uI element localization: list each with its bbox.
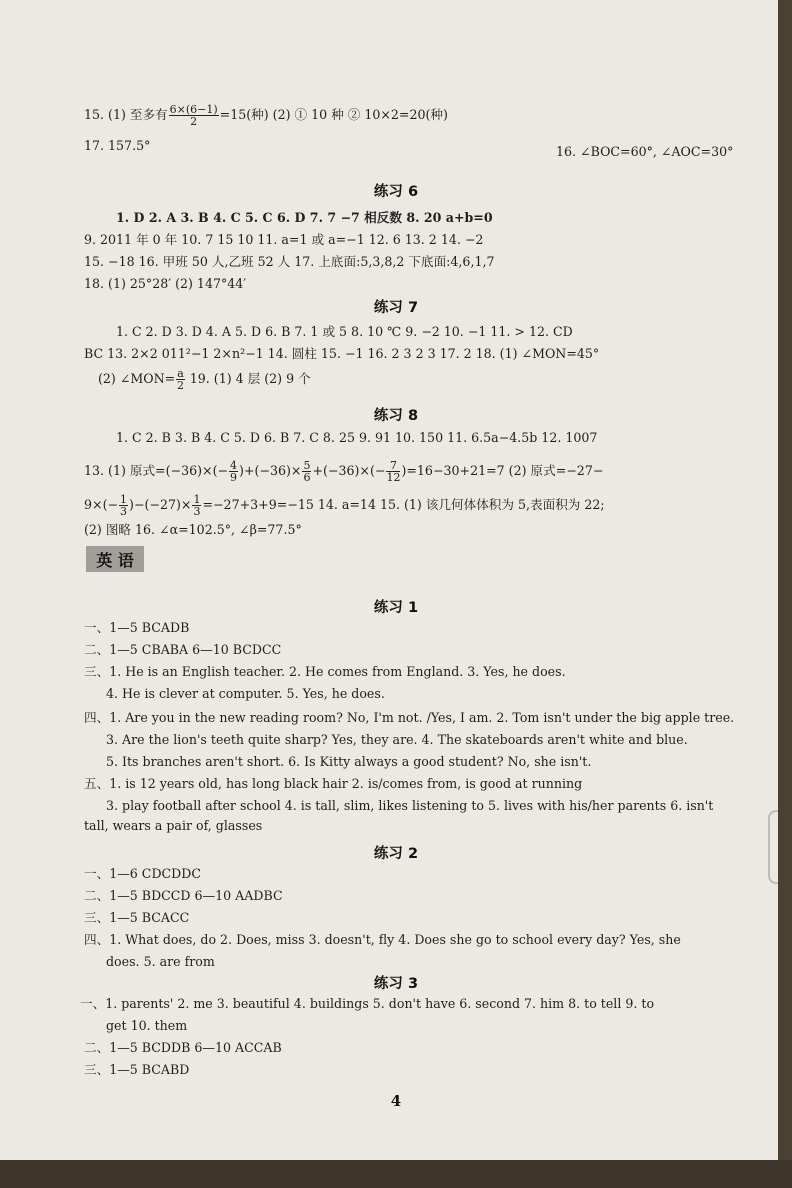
en1-line: 3. Are the lion's teeth quite sharp? Yes, they are. 4. The skateboards aren't white and blue.	[106, 732, 688, 747]
ex6-line-1: 1. D 2. A 3. B 4. C 5. C 6. D 7. 7 −7 相反数 8. 20 a+b=0	[116, 210, 493, 225]
en2-line: 三、1—5 BCACC	[84, 910, 190, 925]
english-section-label: 英 语	[86, 546, 144, 572]
fraction: $\frac{6\times(6-1)}{2}$	[169, 103, 218, 128]
en2-line: 四、1. What does, do 2. Does, miss 3. doesn't, fly 4. Does she go to school every day? Yes, she	[84, 932, 681, 947]
english-exercise-1-title: 练习 1	[373, 600, 419, 616]
ex8-line-3: 9×(− $\frac{1}{3}$ )−(−27)× $\frac{1}{3}$ =−27+3+9=−15 14. a=14 15. (1) 该几何体体积为 5,表面积为 22;	[84, 493, 605, 518]
en1-line: tall, wears a pair of, glasses	[84, 818, 263, 833]
en3-line: get 10. them	[106, 1018, 188, 1033]
ex8-line-1: 1. C 2. B 3. B 4. C 5. D 6. B 7. C 8. 25 9. 91 10. 150 11. 6.5a−4.5b 12. 1007	[116, 430, 598, 445]
ex7-line-3: (2) ∠MON= $\frac{a}{2}$ 19. (1) 4 层 (2) 9 个	[98, 367, 311, 392]
ex6-line-3: 15. −18 16. 甲班 50 人,乙班 52 人 17. 上底面:5,3,8,2 下底面:4,6,1,7	[84, 254, 495, 269]
en1-line: 3. play football after school 4. is tall, slim, likes listening to 5. lives with his/her parents 6. isn't	[106, 798, 714, 813]
fraction: $\frac{5}{6}$	[303, 459, 311, 484]
en2-line: 二、1—5 BDCCD 6—10 AADBC	[84, 888, 283, 903]
en2-line: 一、1—6 CDCDDC	[84, 866, 202, 881]
en1-line: 一、1—5 BCADB	[84, 620, 190, 635]
ex6-line-4: 18. (1) 25°28′ (2) 147°44′	[84, 276, 247, 291]
page-number: 4	[390, 1092, 402, 1110]
math-q15: 15. (1) 至多有 $\frac{6\times(6-1)}{2}$ =15(种) (2) ① 10 种 ② 10×2=20(种)	[84, 103, 448, 128]
english-exercise-2-title: 练习 2	[373, 846, 419, 862]
ex7-line-1: 1. C 2. D 3. D 4. A 5. D 6. B 7. 1 或 5 8. 10 ℃ 9. −2 10. −1 11. > 12. CD	[116, 324, 573, 339]
en3-line: 三、1—5 BCABD	[84, 1062, 190, 1077]
exercise-7-title: 练习 7	[373, 300, 419, 316]
page-edge	[778, 0, 792, 1188]
en1-line: 五、1. is 12 years old, has long black hair 2. is/comes from, is good at running	[84, 776, 583, 791]
exercise-6-title: 练习 6	[373, 184, 419, 200]
en1-line: 四、1. Are you in the new reading room? No, I'm not. /Yes, I am. 2. Tom isn't under the big apple tree.	[84, 710, 735, 725]
ex8-line-2: 13. (1) 原式=(−36)×(− $\frac{4}{9}$ )+(−36)× $\frac{5}{6}$ +(−36)×(− $\frac{7}{12}$ )=16−30+21=7 (2) 原式=−27−	[84, 459, 604, 484]
english-exercise-3-title: 练习 3	[373, 976, 419, 992]
en1-line: 5. Its branches aren't short. 6. Is Kitty always a good student? No, she isn't.	[106, 754, 592, 769]
en3-line: 一、1. parents' 2. me 3. beautiful 4. buildings 5. don't have 6. second 7. him 8. to tell 9. to	[80, 996, 655, 1011]
en2-line: does. 5. are from	[106, 954, 215, 969]
fraction: $\frac{a}{2}$	[176, 367, 184, 392]
table-surface	[0, 1160, 792, 1188]
fraction: $\frac{1}{3}$	[193, 493, 201, 518]
math-q17: 17. 157.5°	[84, 138, 151, 153]
fraction: $\frac{1}{3}$	[120, 493, 128, 518]
ex7-line-2: BC 13. 2×2 011²−1 2×n²−1 14. 圆柱 15. −1 16. 2 3 2 3 17. 2 18. (1) ∠MON=45°	[84, 346, 600, 361]
ex8-line-4: (2) 图略 16. ∠α=102.5°, ∠β=77.5°	[84, 522, 302, 537]
ex6-line-2: 9. 2011 年 0 年 10. 7 15 10 11. a=1 或 a=−1 12. 6 13. 2 14. −2	[84, 232, 484, 247]
fraction: $\frac{7}{12}$	[386, 459, 401, 484]
binder-clip-shadow	[768, 810, 778, 884]
fraction: $\frac{4}{9}$	[230, 459, 238, 484]
en3-line: 二、1—5 BCDDB 6—10 ACCAB	[84, 1040, 282, 1055]
en1-line: 二、1—5 CBABA 6—10 BCDCC	[84, 642, 282, 657]
en1-line: 三、1. He is an English teacher. 2. He comes from England. 3. Yes, he does.	[84, 664, 566, 679]
math-q16: 16. ∠BOC=60°, ∠AOC=30°	[556, 144, 734, 159]
en1-line: 4. He is clever at computer. 5. Yes, he does.	[106, 686, 385, 701]
exercise-8-title: 练习 8	[373, 408, 419, 424]
